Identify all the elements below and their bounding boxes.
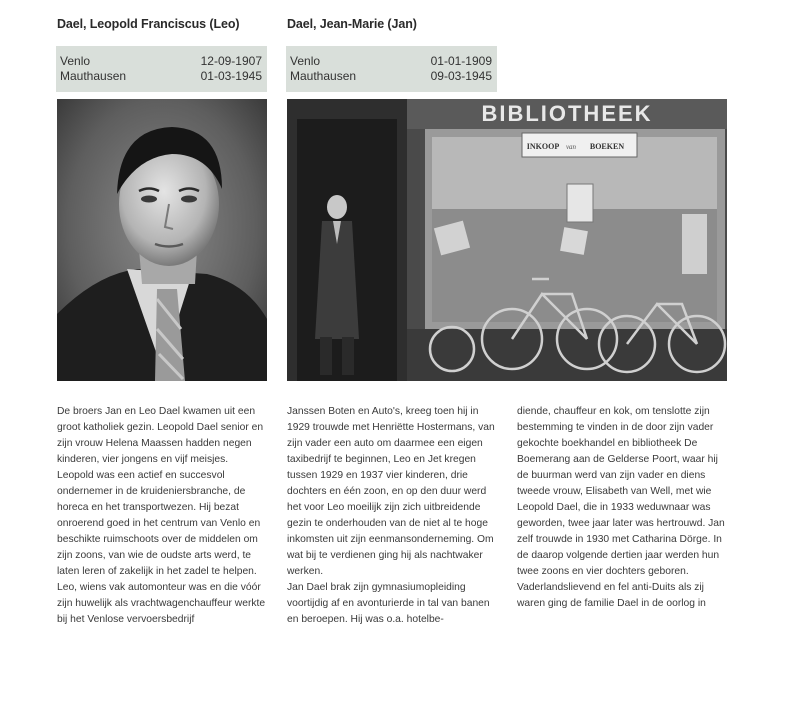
text-column-3 [517, 404, 727, 612]
person-1-name: Dael, Leopold Franciscus (Leo) [57, 17, 240, 31]
person-2-birth-row [290, 54, 492, 69]
portrait-photo-leo [57, 99, 267, 381]
paragraph: Vaderlandslievend en fel anti-Duits als zij waren ging de familie Dael in de oorlog in [517, 582, 706, 609]
bookshop-photo-jan [287, 99, 727, 381]
banner-left: INKOOP [526, 142, 560, 151]
person-2-name: Dael, Jean-Marie (Jan) [287, 17, 417, 31]
birth-date: 12-09-1907 [200, 54, 262, 68]
death-date: 09-03-1945 [430, 69, 492, 83]
birth-place: Venlo [60, 54, 91, 68]
portrait-illustration [57, 99, 267, 381]
paragraph: diende, chauffeur en kok, om tenslotte zijn bestemming te vinden in de door zijn vader gekochte boekhandel en bibliotheek De Boemerang aan de Gelderse Poort, waar hij de buurman werd van zijn vader en diens tweede vrouw, Elisabeth van Well, met wie Leopold Dael, die in 1933 weduwnaar was geworden, twee jaar later was hertrouwd. Jan zelf trouwde in 1930 met Catharina Dörge. In de daarop volgende dertien jaar werden hun twee zoons en vier dochters geboren. [517, 406, 725, 577]
person-1-death-row [60, 69, 262, 84]
death-date: 01-03-1945 [200, 69, 262, 83]
text-column-2 [287, 404, 497, 628]
banner-mid: van [565, 143, 577, 151]
banner-right: BOEKEN [589, 142, 625, 151]
birth-place: Venlo [290, 54, 321, 68]
death-place: Mauthausen [60, 69, 127, 83]
person-2-death-row [290, 69, 492, 84]
paragraph: Leo, wiens vak automonteur was en die vóór zijn huwelijk als vrachtwagenchauffeur werkte bij het Venlose vervoersbedrijf [57, 582, 266, 625]
person-2-info-box [286, 46, 497, 92]
person-1-birth-row [60, 54, 262, 69]
birth-date: 01-01-1909 [430, 54, 492, 68]
death-place: Mauthausen [290, 69, 357, 83]
person-1-info-box [56, 46, 267, 92]
paragraph: De broers Jan en Leo Dael kwamen uit een groot katholiek gezin. Leopold Dael senior en zijn vrouw Helena Maassen hadden negen kinderen, vier jongens en vijf meisjes. Leopold was een actief en succesvol ondernemer in de kruideniersbranche, de horeca en het transportwezen. Hij bezat onroerend goed in het centrum van Venlo en beschikte ruimschoots over de middelen om zijn zoons, van wie de oudste arts werd, te laten leren of zakelijk in het zadel te helpen. [57, 406, 264, 577]
store-sign: BIBLIOTHEEK [481, 101, 653, 126]
bookshop-illustration [287, 99, 727, 381]
paragraph: Jan Dael brak zijn gymnasiumopleiding voortijdig af en avonturierde in tal van banen en beroepen. Hij was o.a. hotelbe- [287, 582, 490, 625]
paragraph: Janssen Boten en Auto's, kreeg toen hij in 1929 trouwde met Henriëtte Hostermans, van zijn vader een auto om daarmee een eigen taxibedrijf te beginnen, Leo en Jet kregen tussen 1929 en 1937 vier kinderen, drie dochters en één zoon, en op den duur werd het voor Leo moeilijk zijn zich uitbreidende gezin te onderhouden van de niet al te hoge inkomsten uit zijn eenmansonderneming. Om wat bij te verdienen ging hij als nachtwaker werken. [287, 406, 495, 577]
text-column-1 [57, 404, 267, 628]
